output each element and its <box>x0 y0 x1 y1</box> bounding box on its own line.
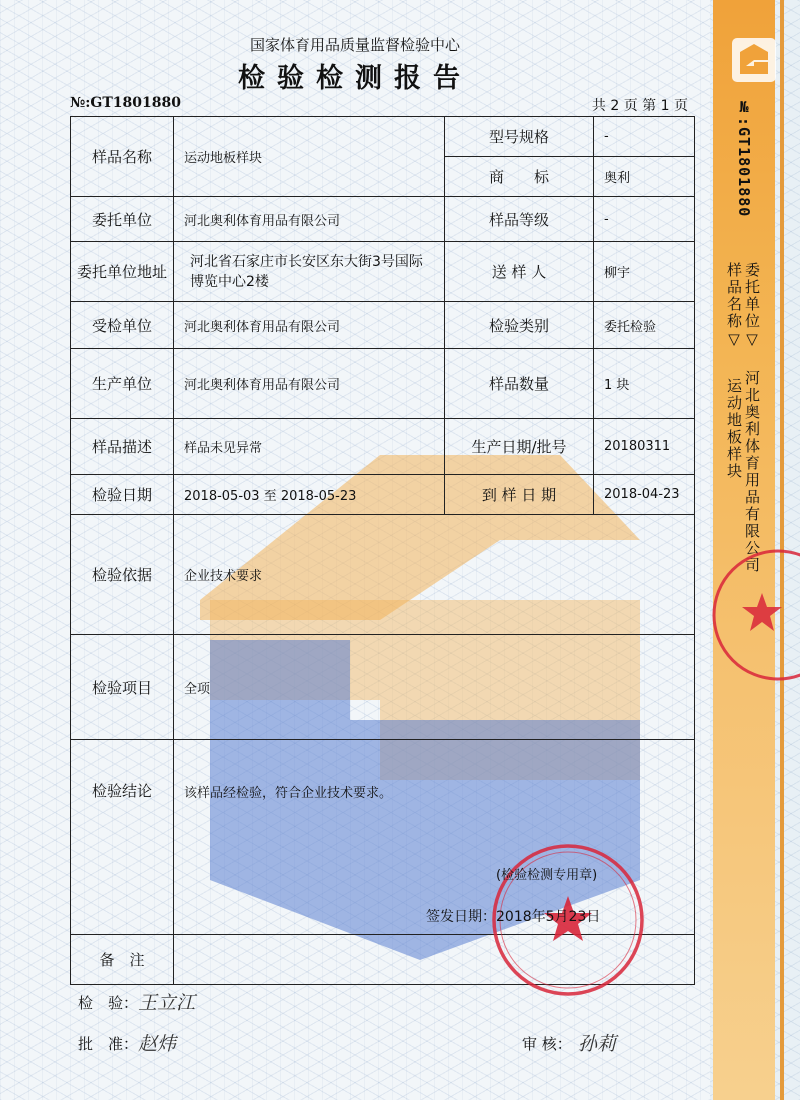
basis-label: 检验依据 <box>71 515 174 635</box>
side-client-label: 委托单位▽ <box>743 262 761 350</box>
page-count: 共 2 页 第 1 页 <box>591 98 688 114</box>
producer-label: 生产单位 <box>71 349 174 419</box>
model-label: 型号规格 <box>445 117 594 157</box>
arrival-date-label: 到 样 日 期 <box>445 475 594 515</box>
conclusion-value: 该样品经检验，符合企业技术要求。 <box>174 740 695 935</box>
inspection-date-value: 2018-05-03 至 2018-05-23 <box>174 475 445 515</box>
inspector-signature: 王立江 <box>138 992 196 1014</box>
client-value: 河北奥利体育用品有限公司 <box>174 197 445 242</box>
conclusion-label: 检验结论 <box>71 740 174 935</box>
sample-name-value: 运动地板样块 <box>174 117 445 197</box>
grade-value: - <box>594 197 695 242</box>
side-serial: №:GT1801880 <box>735 98 753 218</box>
items-label: 检验项目 <box>71 635 174 740</box>
arrival-date-value: 2018-04-23 <box>594 475 695 515</box>
category-label: 检验类别 <box>445 302 594 349</box>
client-address-value: 河北省石家庄市长安区东大街3号国际博览中心2楼 <box>174 242 445 302</box>
client-label: 委托单位 <box>71 197 174 242</box>
side-seal <box>700 545 800 685</box>
approver-label: 批 准： <box>78 1035 139 1053</box>
sender-value: 柳宇 <box>594 242 695 302</box>
inspected-unit-label: 受检单位 <box>71 302 174 349</box>
side-sample-value: 运动地板样块 <box>725 378 743 480</box>
report-title: 检验检测报告 <box>238 63 472 94</box>
side-client-value: 河北奥利体育用品有限公司 <box>743 370 761 574</box>
description-value: 样品未见异常 <box>174 419 445 475</box>
seal-caption: (检验检测专用章) <box>496 868 598 883</box>
serial-number: №:GT1801880 <box>70 95 181 111</box>
batch-value: 20180311 <box>594 419 695 475</box>
center-logo-icon <box>732 38 776 82</box>
reviewer-label: 审 核： <box>522 1035 572 1053</box>
inspected-unit-value: 河北奥利体育用品有限公司 <box>174 302 445 349</box>
brand-label: 商 标 <box>445 157 594 197</box>
org-name: 国家体育用品质量监督检验中心 <box>249 36 460 54</box>
category-value: 委托检验 <box>594 302 695 349</box>
brand-value: 奥利 <box>594 157 695 197</box>
reviewer-signature: 孙莉 <box>578 1033 617 1055</box>
batch-label: 生产日期/批号 <box>445 419 594 475</box>
quantity-value: 1 块 <box>594 349 695 419</box>
basis-value: 企业技术要求 <box>174 515 695 635</box>
sample-name-label: 样品名称 <box>71 117 174 197</box>
inspector-label: 检 验： <box>78 994 139 1012</box>
grade-label: 样品等级 <box>445 197 594 242</box>
quantity-label: 样品数量 <box>445 349 594 419</box>
client-address-label: 委托单位地址 <box>71 242 174 302</box>
remarks-label: 备 注 <box>71 935 174 985</box>
model-value: - <box>594 117 695 157</box>
items-value: 全项 <box>174 635 695 740</box>
inspection-date-label: 检验日期 <box>71 475 174 515</box>
issue-date: 签发日期：2018年5月23日 <box>426 909 601 925</box>
approver-signature: 赵炜 <box>138 1033 177 1055</box>
side-sample-label: 样品名称▽ <box>725 262 743 350</box>
producer-value: 河北奥利体育用品有限公司 <box>174 349 445 419</box>
sender-label: 送 样 人 <box>445 242 594 302</box>
description-label: 样品描述 <box>71 419 174 475</box>
